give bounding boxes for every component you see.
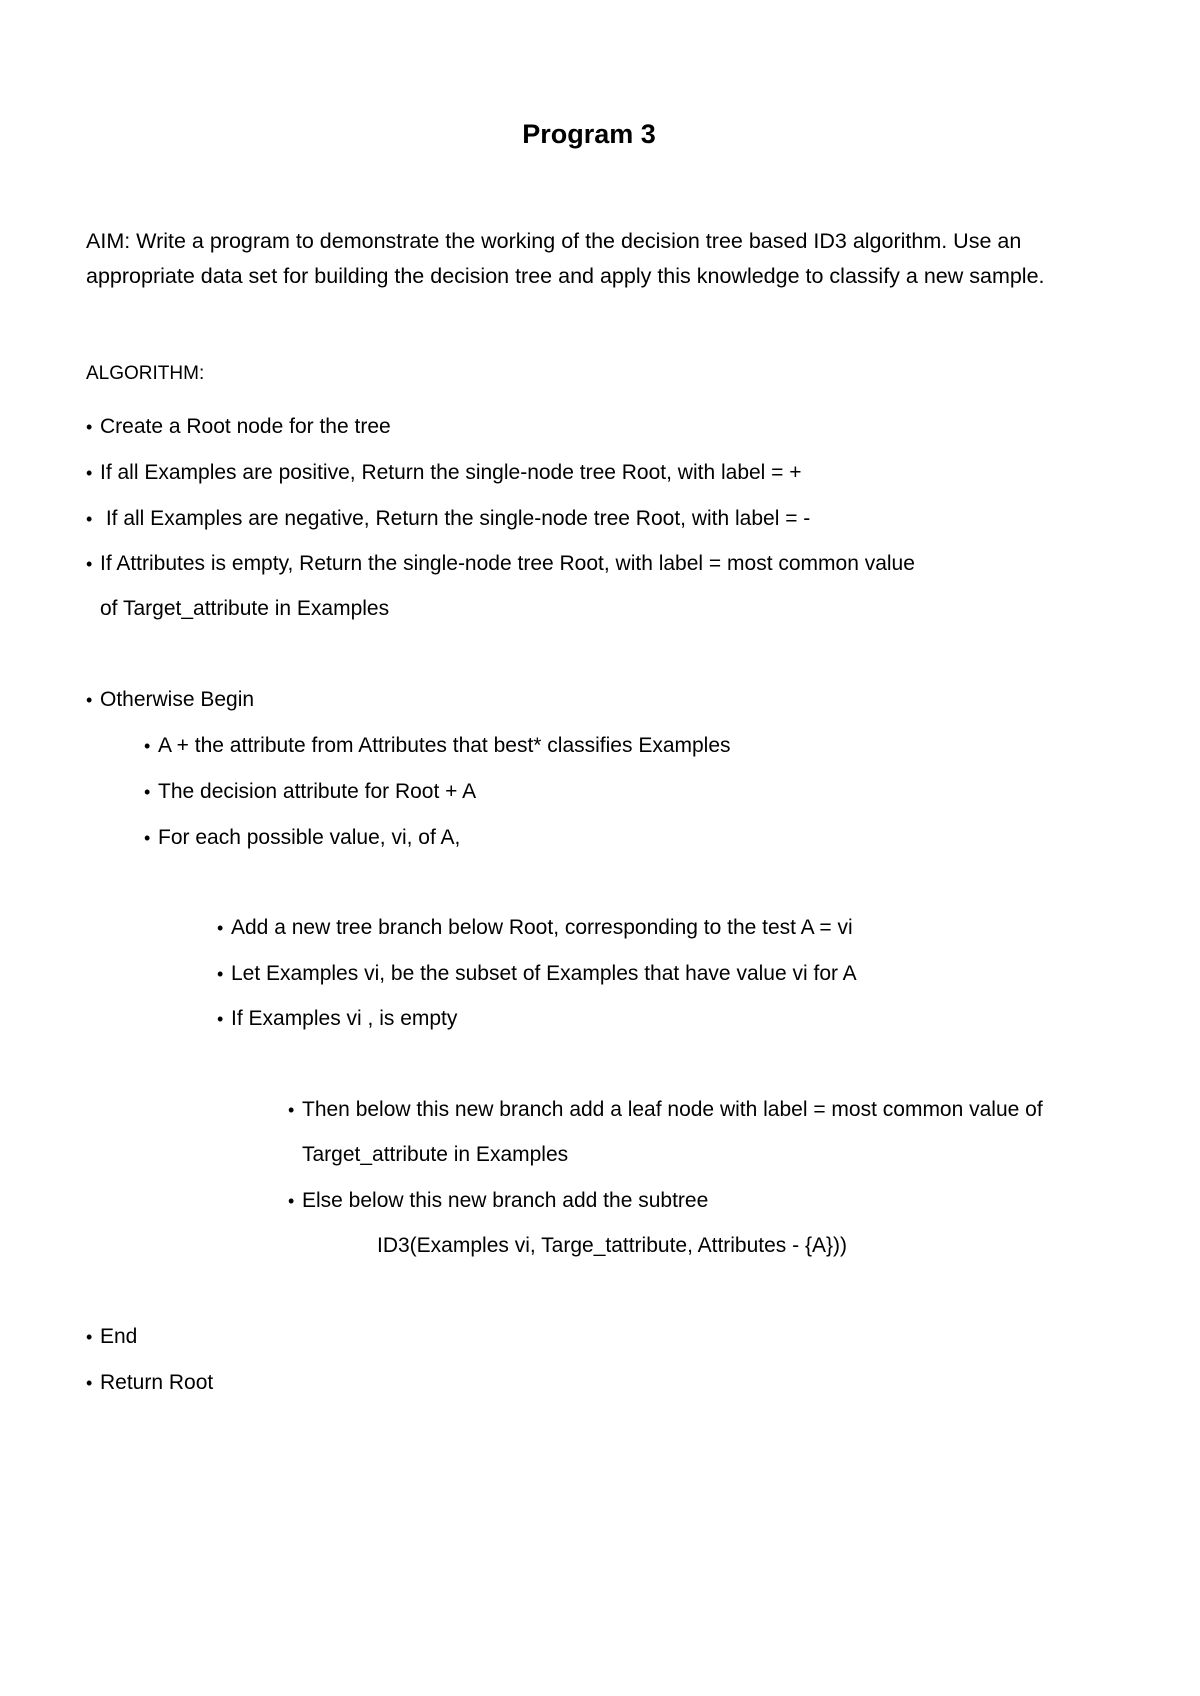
step-otherwise-begin [86, 686, 254, 714]
step-text: The decision attribute for Root + A [158, 780, 477, 803]
step-recursive-call: ID3(Examples vi, Targe_tattribute, Attributes - {A})) [377, 1234, 847, 1257]
aim-label: AIM: [86, 229, 131, 253]
step-text: Add a new tree branch below Root, corresponding to the test A = vi [231, 916, 853, 939]
step-text: Else below this new branch add the subtree [302, 1189, 709, 1212]
bullet-icon [86, 459, 100, 487]
step-text: Otherwise Begin [100, 688, 255, 711]
bullet-icon [217, 960, 231, 988]
step-text: A + the attribute from Attributes that best* classifies Examples [158, 734, 731, 757]
aim-paragraph [86, 224, 1126, 294]
step-create-root [86, 413, 391, 441]
step-text: If Attributes is empty, Return the single-node tree Root, with label = most common value [100, 552, 915, 575]
step-text: Create a Root node for the tree [100, 415, 391, 438]
step-return-root [86, 1369, 213, 1397]
step-for-each-value [144, 824, 460, 852]
step-end [86, 1323, 137, 1351]
step-else-subtree [288, 1187, 708, 1215]
step-all-positive [86, 459, 802, 487]
step-text: If all Examples are positive, Return the single-node tree Root, with label = + [100, 461, 802, 484]
step-text: Then below this new branch add a leaf node with label = most common value of [302, 1098, 1043, 1121]
bullet-icon [86, 413, 100, 441]
bullet-icon [217, 914, 231, 942]
step-text: Let Examples vi, be the subset of Examples that have value vi for A [231, 962, 857, 985]
step-text: If all Examples are negative, Return the single-node tree Root, with label = - [100, 507, 811, 530]
step-text: For each possible value, vi, of A, [158, 826, 461, 849]
step-text: If Examples vi , is empty [231, 1007, 458, 1030]
step-if-empty [217, 1005, 457, 1033]
step-text: Return Root [100, 1371, 214, 1394]
step-attributes-empty-cont: of Target_attribute in Examples [100, 597, 390, 620]
algorithm-heading: ALGORITHM: [86, 363, 205, 384]
bullet-icon [288, 1096, 302, 1124]
bullet-icon [217, 1005, 231, 1033]
bullet-icon [86, 686, 100, 714]
bullet-icon [144, 824, 158, 852]
step-decision-attribute [144, 778, 476, 806]
bullet-icon [144, 778, 158, 806]
step-attributes-empty [86, 550, 915, 578]
step-then-leaf-cont: Target_attribute in Examples [302, 1143, 569, 1166]
bullet-icon [144, 732, 158, 760]
bullet-icon [86, 505, 100, 533]
bullet-icon [288, 1187, 302, 1215]
page-title: Program 3 [522, 119, 656, 149]
step-text: End [100, 1325, 138, 1348]
bullet-icon [86, 1369, 100, 1397]
bullet-icon [86, 550, 100, 578]
aim-text: Write a program to demonstrate the working of the decision tree based ID3 algorithm. Use an appropriate data set for building the decision tree and apply this knowledge to classify a new sample. [86, 229, 1045, 288]
step-let-examples [217, 960, 857, 988]
bullet-icon [86, 1323, 100, 1351]
step-add-branch [217, 914, 853, 942]
step-then-leaf [288, 1096, 1043, 1124]
step-all-negative [86, 505, 810, 533]
step-best-attribute [144, 732, 731, 760]
